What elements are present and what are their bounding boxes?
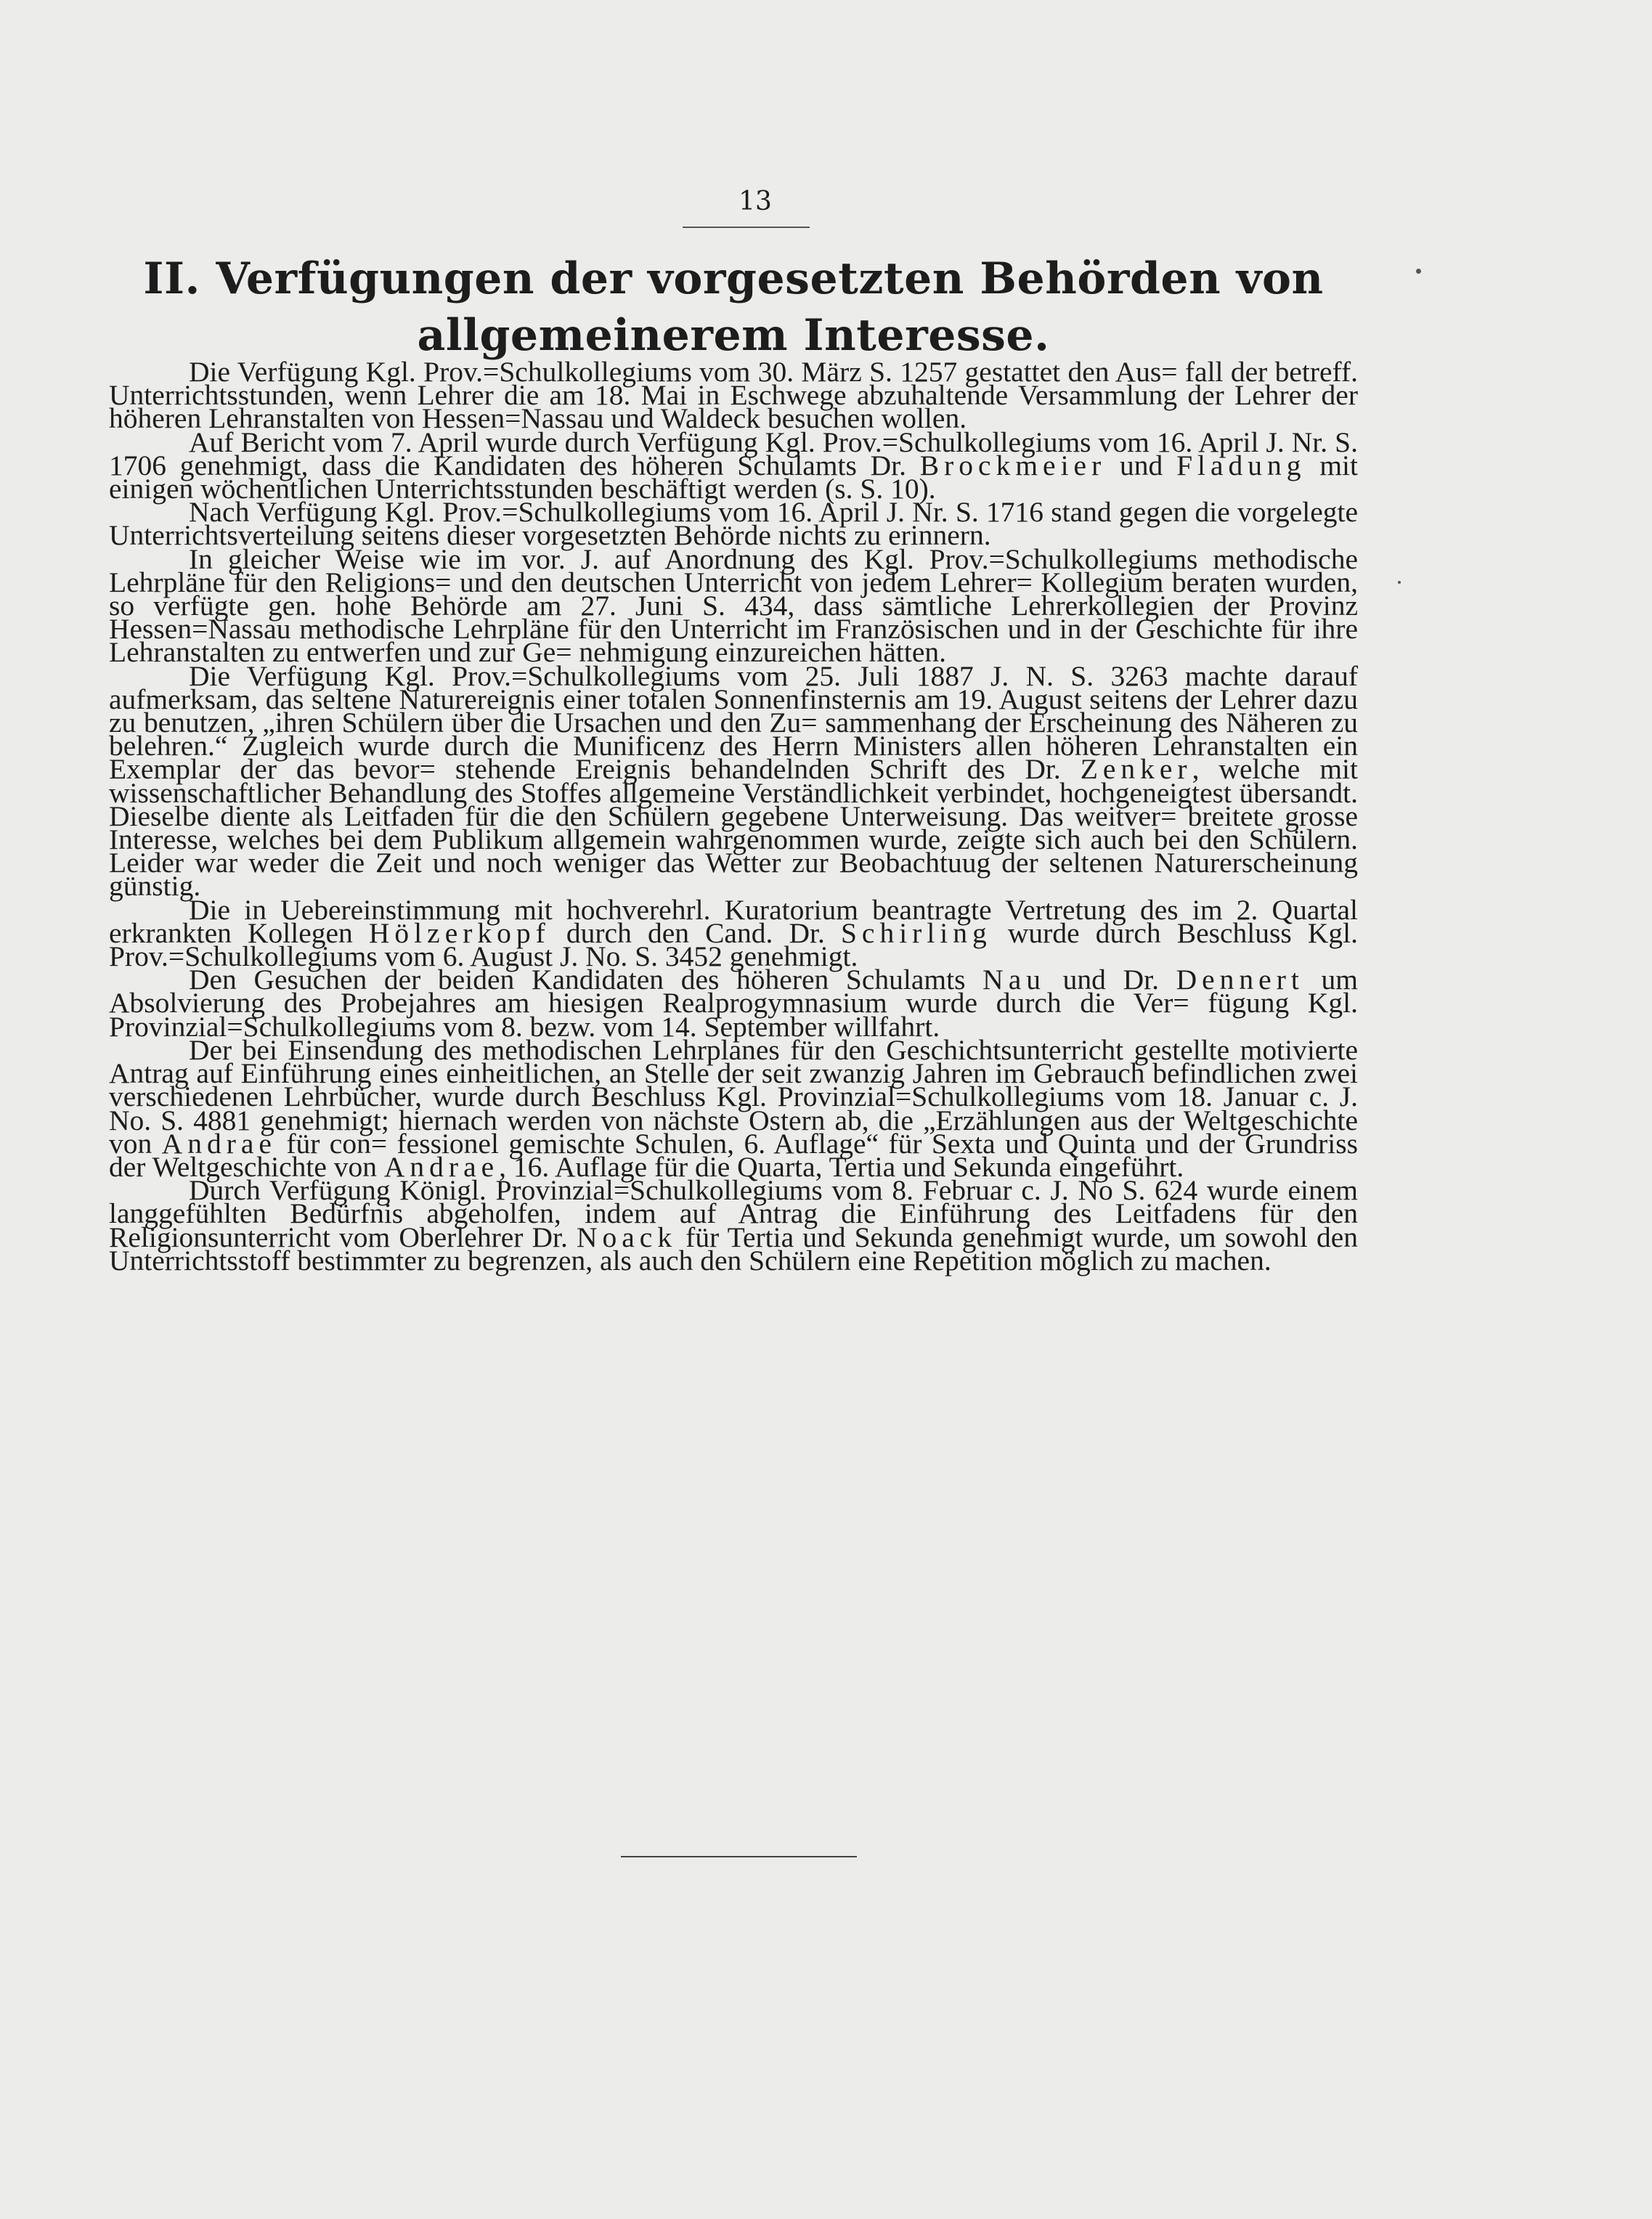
paragraph-lesson-distribution: Nach Verfügung Kgl. Prov.=Schulkollegiums vom 16. April J. Nr. S. 1716 stand gegen die vorgelegte Unterrichtsverteilung seitens dieser vorgesetzten Behörde nichts zu erinnern. xyxy=(109,496,1358,552)
text-run: , 16. Auflage für die Quarta, Tertia und Sekunda eingeführt. xyxy=(499,1150,1184,1183)
text-run: mit einigen wöchentlichen Unterrichtsstunden beschäftigt werden (s. S. 10). xyxy=(109,449,1358,505)
text-run: , welche mit wissenschaftlicher Behandlung des Stoffes allgemeine Verständlichkeit verbindet, hochgeneigtest übersandt. Dieselbe diente als Leitfaden für die den Schülern gegebene Unterweisung. Das weitver= breitete grosse Interesse, welches bei dem Publikum allgemein wahrgenommen wurde, zeigte sich auch bei den Schülern. Leider war weder die Zeit und noch weniger das Wetter zur Beobachtuug der seltenen Naturerscheinung günstig. xyxy=(109,753,1359,903)
text-run: Der bei Einsendung des methodischen Lehrplanes für den Geschichtsunterricht gestellte motivierte Antrag auf Einführung eines einheitlichen, an Stelle der seit zwanzig Jahren im Gebrauch befindlichen zwei verschiedenen Lehrbücher, wurde durch Beschluss Kgl. Provinzial=Schulkollegiums vom 18. Januar c. J. No. S. 4881 genehmigt; hiernach werden von nächste Ostern ab, die „Erzählungen aus der Weltgeschichte von xyxy=(109,1033,1358,1160)
body-text xyxy=(109,356,1359,1277)
paragraph-candidates-lessons xyxy=(109,426,1358,505)
text-run: Den Gesuchen der beiden Kandidaten des höheren Schulamts xyxy=(189,964,983,996)
paragraph-history-textbook xyxy=(109,1033,1358,1183)
paragraph-religion-textbook xyxy=(109,1174,1358,1277)
paragraph-probation-year xyxy=(109,964,1358,1043)
paper-speck xyxy=(1398,581,1401,584)
text-run: und Dr. xyxy=(1045,964,1176,996)
person-name: Andrae xyxy=(383,1150,500,1183)
text-run: um Absolvierung des Probejahres am hiesigen Realprogymnasium wurde durch die Ver= fügung Kgl. Provinzial=Schulkollegiums vom 8. bezw. vom 14. September willfahrt. xyxy=(109,964,1358,1043)
paragraph-curricula: In gleicher Weise wie im vor. J. auf Anordnung des Kgl. Prov.=Schulkollegiums methodische Lehrpläne für den Religions= und den deutschen Unterricht von jedem Lehrer= Kollegium beraten wurden, so verfügte gen. hohe Behörde am 27. Juni S. 434, dass sämtliche Lehrerkollegien der Provinz Hessen=Nassau methodische Lehrpläne für den Unterricht im Französischen und in der Geschichte für ihre Lehranstalten zu entwerfen und zur Ge= nehmigung einzureichen hätten. xyxy=(109,542,1358,669)
text-run: für Tertia und Sekunda genehmigt wurde, um sowohl den Unterrichtsstoff bestimmter zu begrenzen, als auch den Schülern eine Repetition möglich zu machen. xyxy=(109,1221,1358,1277)
person-name: Noack xyxy=(576,1221,678,1253)
text-run: Auf Bericht vom 7. April wurde durch Verfügung Kgl. Prov.=Schulkollegiums vom 16. April J. Nr. S. 1706 genehmigt, dass die Kandidaten des höheren Schulamts Dr. xyxy=(109,426,1358,481)
person-name: Zenker xyxy=(1080,753,1192,786)
text-run: Die in Uebereinstimmung mit hochverehrl. Kuratorium beantragte Vertretung des im 2. Quartal erkrankten Kollegen xyxy=(109,893,1358,949)
text-run: und xyxy=(1106,449,1177,481)
paragraph-exam-leave: Die Verfügung Kgl. Prov.=Schulkollegiums vom 30. März S. 1257 gestattet den Aus= fall der betreff. Unterrichtsstunden, wenn Lehrer die am 18. Mai in Eschwege abzuhaltende Versammlung der Lehrer der höheren Lehranstalten von Hessen=Nassau und Waldeck besuchen wollen. xyxy=(109,356,1358,435)
paragraph-solar-eclipse xyxy=(109,659,1359,903)
heading-line-2: allgemeinerem Interesse. xyxy=(417,310,1050,361)
section-heading xyxy=(109,251,1358,364)
page-number: 13 xyxy=(738,187,772,216)
text-run: für con= fessionel gemischte Schulen, 6. Auflage“ für Sexta und Quinta und der Grundriss der Weltgeschichte von xyxy=(109,1127,1358,1183)
person-name: Brockmeier xyxy=(919,449,1107,481)
person-name: Nau xyxy=(982,964,1046,996)
end-rule xyxy=(621,1856,857,1857)
person-name: Fladung xyxy=(1176,449,1306,481)
text-run: durch den Cand. Dr. xyxy=(550,916,841,949)
paper-speck xyxy=(1416,269,1421,274)
heading-line-1: II. Verfügungen der vorgesetzten Behörden von xyxy=(143,253,1324,304)
page-number-rule xyxy=(683,227,810,228)
person-name: Schirling xyxy=(840,916,992,949)
person-name: Andrae xyxy=(161,1127,277,1160)
person-name: Dennert xyxy=(1176,964,1304,996)
text-run: Durch Verfügung Königl. Provinzial=Schulkollegiums vom 8. Februar c. J. No S. 624 wurde einem langgefühlten Bedürfnis abgeholfen, indem auf Antrag die Einführung des Leitfadens für den Religionsunterricht vom Oberlehrer Dr. xyxy=(109,1174,1358,1253)
person-name: Hölzerkopf xyxy=(368,916,550,949)
paragraph-substitution xyxy=(109,893,1359,973)
text-run: wurde durch Beschluss Kgl. Prov.=Schulkollegiums vom 6. August J. No. S. 3452 genehmigt. xyxy=(109,916,1359,973)
text-run: Die Verfügung Kgl. Prov.=Schulkollegiums vom 25. Juli 1887 J. N. S. 3263 machte darauf aufmerksam, das seltene Naturereignis einer totalen Sonnenfinsternis am 19. August seitens der Lehrer dazu zu benutzen, „ihren Schülern über die Ursachen und den Zu= sammenhang der Erscheinung des Näheren zu belehren.“ Zugleich wurde durch die Munificenz des Herrn Ministers allen höheren Lehranstalten ein Exemplar der das bevor= stehende Ereignis behandelnden Schrift des Dr. xyxy=(109,659,1358,786)
